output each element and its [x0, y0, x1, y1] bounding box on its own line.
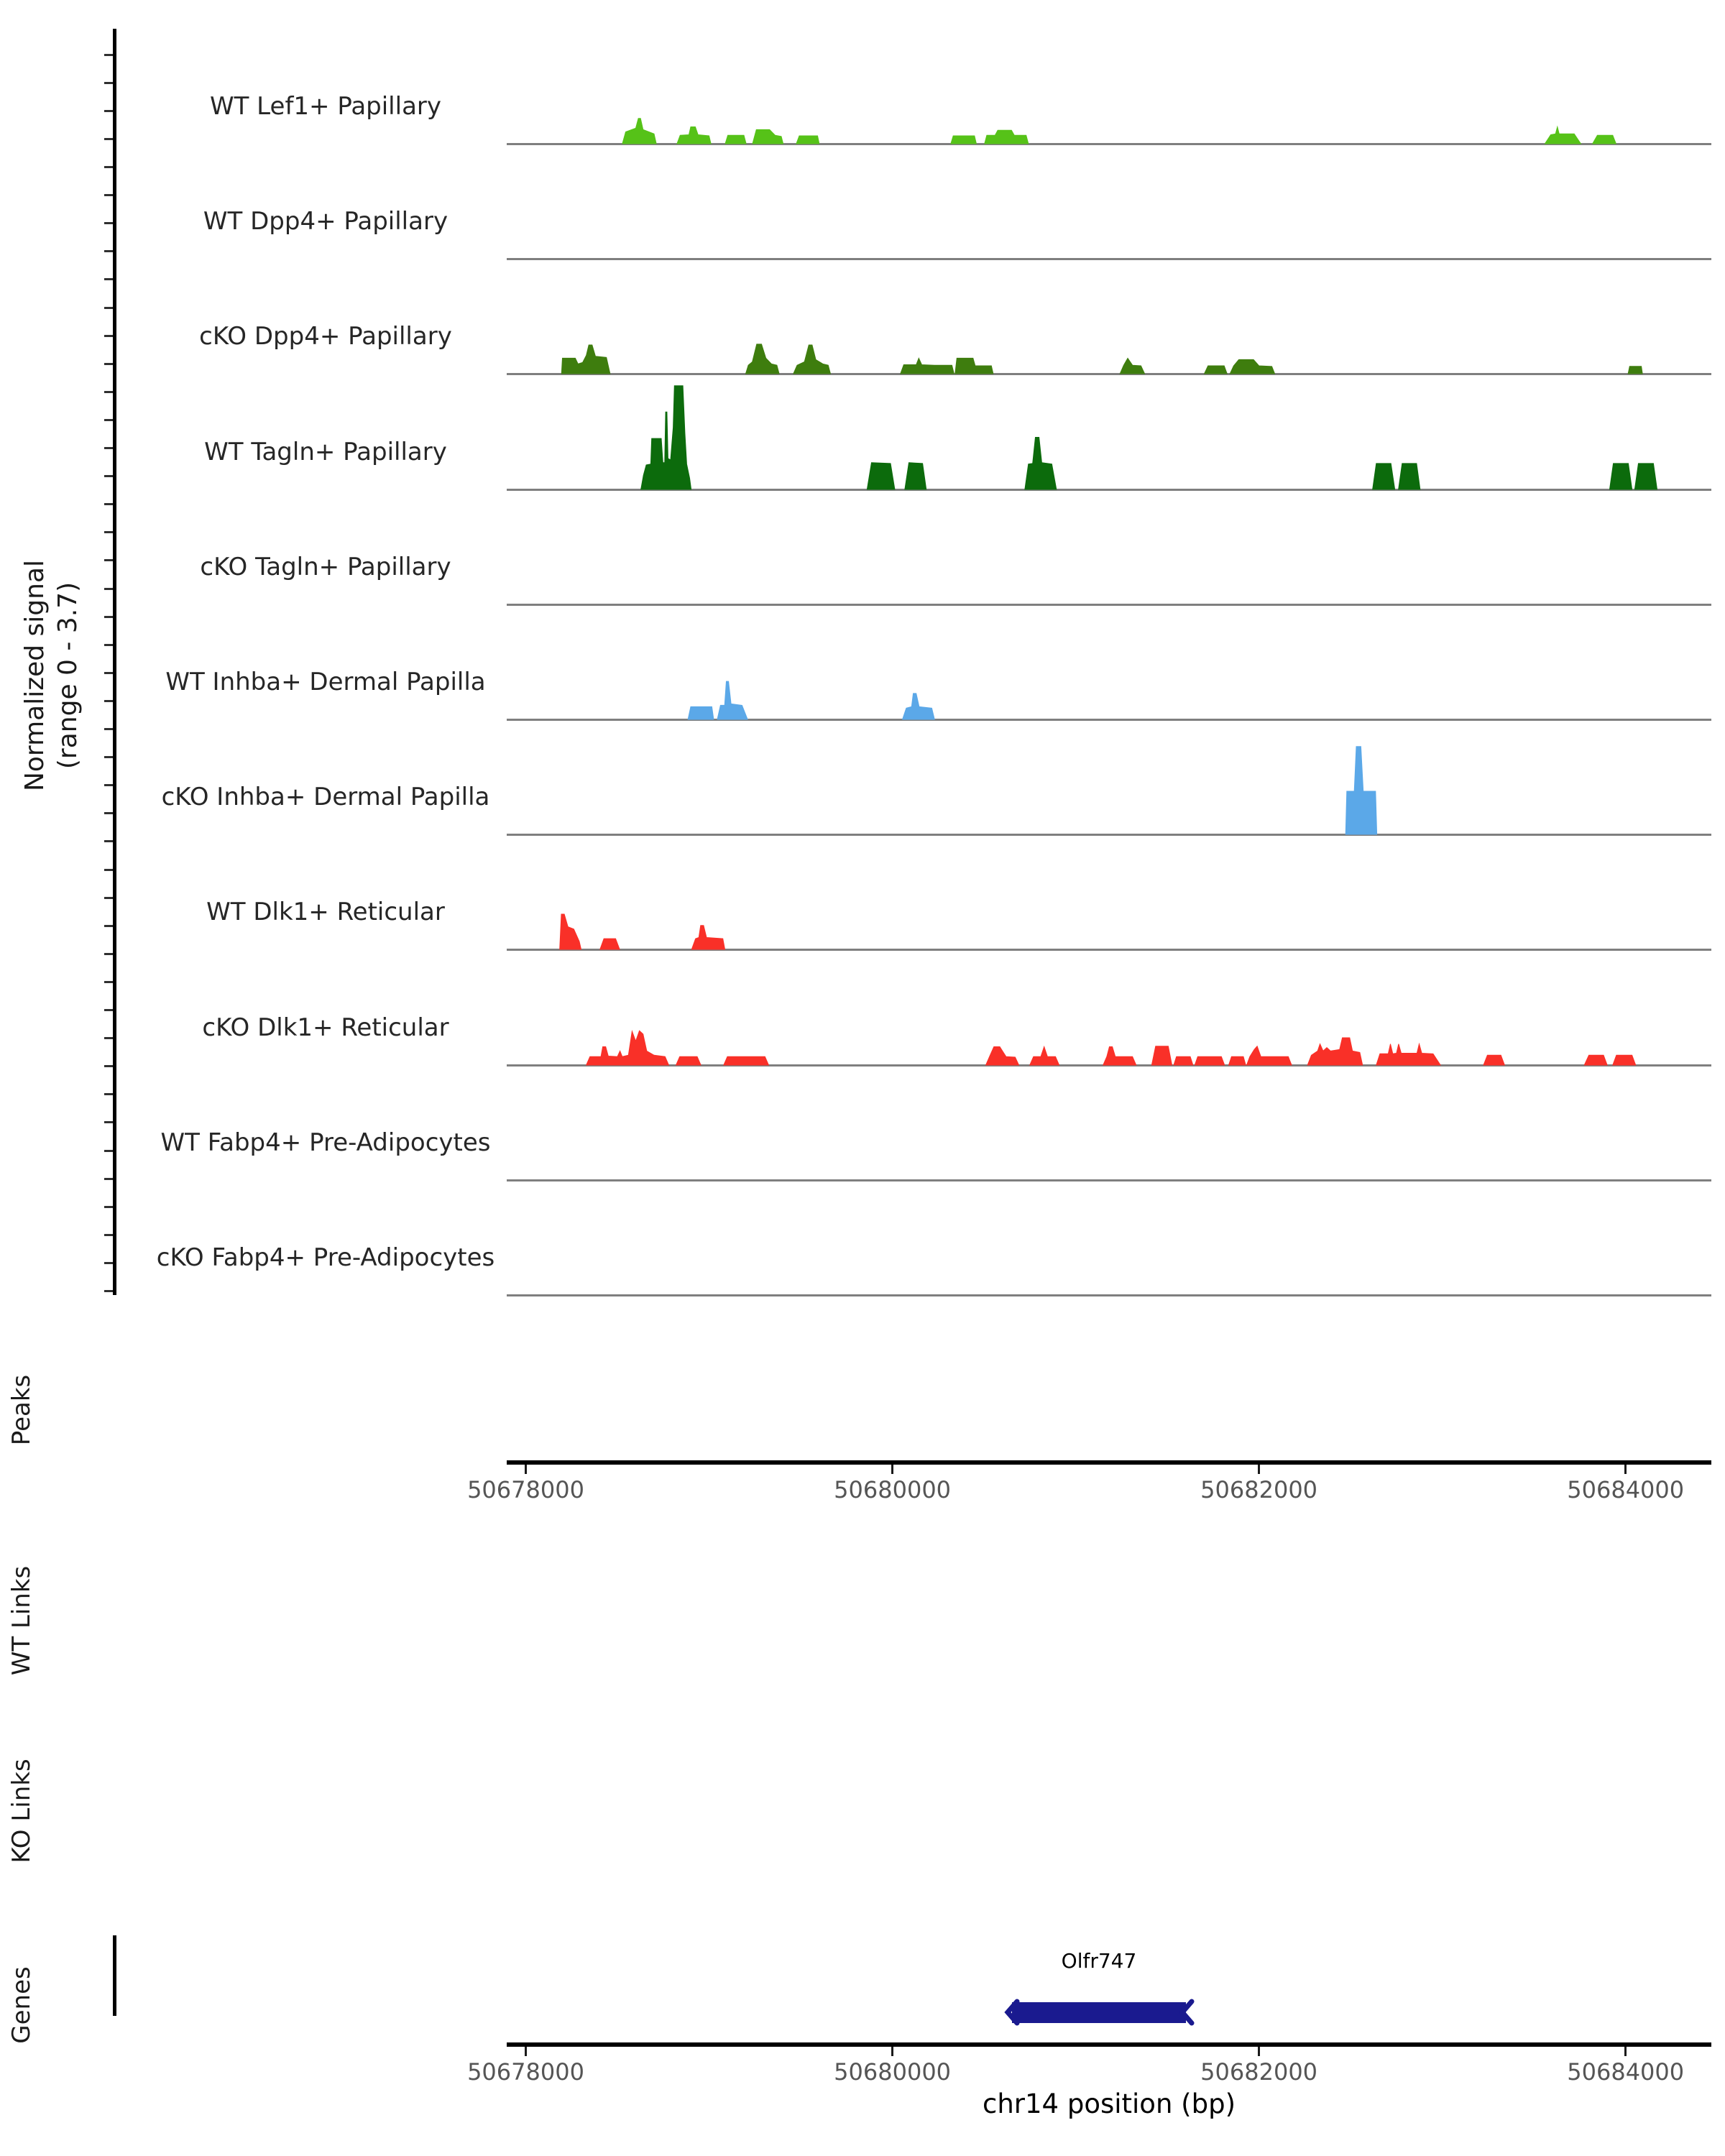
- track-label: cKO Tagln+ Papillary: [200, 553, 451, 581]
- signal-peak: [1613, 1055, 1636, 1065]
- genomic-axis-tick-label: 50684000: [1567, 2058, 1685, 2086]
- genes-axis-line: [113, 1935, 116, 2016]
- track-label: WT Dpp4+ Papillary: [203, 207, 448, 236]
- track-signal: [507, 727, 1711, 836]
- genomic-axis-tick-label: 50678000: [467, 1476, 584, 1503]
- signal-peak: [1484, 1055, 1504, 1065]
- signal-peak: [1103, 1047, 1136, 1066]
- signal-peak: [1593, 135, 1616, 144]
- signal-peak: [1230, 359, 1274, 374]
- signal-peak: [1247, 1046, 1292, 1065]
- signal-peak: [1174, 1056, 1193, 1065]
- signal-peak: [1545, 127, 1581, 144]
- signal-axis-tick: [104, 475, 113, 477]
- signal-axis-tick: [104, 1290, 113, 1292]
- signal-peak: [560, 914, 581, 949]
- signal-axis-tick: [104, 138, 113, 140]
- genomic-axis-tick-label: 50682000: [1200, 1476, 1318, 1503]
- signal-axis-tick: [104, 503, 113, 505]
- signal-peak: [725, 135, 746, 144]
- signal-peak: [867, 463, 895, 489]
- genomic-axis-tick: [1624, 2047, 1627, 2056]
- signal-axis-tick: [104, 700, 113, 702]
- signal-peak: [1205, 366, 1228, 374]
- signal-axis-tick: [104, 110, 113, 112]
- ko-links-section-label: KO Links: [7, 1759, 36, 1864]
- signal-axis-tick: [104, 250, 113, 252]
- signal-peak: [641, 386, 691, 489]
- signal-peak: [1610, 464, 1632, 489]
- track-baseline: [507, 604, 1711, 606]
- signal-peak: [622, 119, 656, 144]
- signal-axis-tick: [104, 953, 113, 955]
- signal-axis-tick: [104, 531, 113, 533]
- signal-axis-tick: [104, 616, 113, 618]
- signal-axis-tick: [104, 1093, 113, 1095]
- signal-peak: [676, 1056, 702, 1065]
- signal-axis-tick: [104, 644, 113, 646]
- signal-axis-tick: [104, 363, 113, 365]
- genomic-axis-tick: [525, 1465, 527, 1474]
- track-label: WT Dlk1+ Reticular: [206, 898, 445, 926]
- signal-peak: [561, 345, 610, 374]
- signal-peak: [600, 939, 620, 949]
- genomic-axis-tick: [1258, 2047, 1260, 2056]
- signal-axis-tick: [104, 1206, 113, 1208]
- signal-peak: [905, 463, 926, 489]
- peaks-section-label: Peaks: [7, 1374, 36, 1446]
- signal-peak: [717, 681, 748, 719]
- signal-peak: [724, 1056, 769, 1065]
- signal-peak: [753, 129, 783, 144]
- genes-section-label: Genes: [7, 1966, 36, 2044]
- gene-strand-arrow-icon: [1179, 1998, 1208, 2027]
- signal-axis-tick: [104, 419, 113, 421]
- signal-axis-tick: [104, 1037, 113, 1039]
- signal-peak: [1307, 1038, 1363, 1065]
- signal-axis-tick: [104, 559, 113, 561]
- signal-axis-tick: [104, 812, 113, 814]
- track-signal: [507, 382, 1711, 491]
- signal-peak: [1151, 1046, 1172, 1065]
- signal-axis-tick: [104, 447, 113, 449]
- signal-peak: [1376, 1044, 1440, 1065]
- signal-peak: [903, 694, 935, 719]
- signal-peak: [1634, 464, 1657, 489]
- track-signal: [507, 842, 1711, 951]
- signal-peak: [1346, 747, 1376, 834]
- y-axis-label-line1: Normalized signal: [20, 559, 50, 792]
- signal-peak: [901, 358, 954, 374]
- track-signal: [507, 612, 1711, 721]
- signal-peak: [951, 136, 977, 144]
- signal-axis-tick: [104, 756, 113, 758]
- signal-peak: [691, 926, 724, 949]
- track-signal: [507, 36, 1711, 145]
- signal-axis-tick: [104, 1178, 113, 1180]
- signal-peak: [1229, 1056, 1246, 1065]
- genomic-axis-tick-label: 50684000: [1567, 1476, 1685, 1503]
- signal-peak: [1030, 1047, 1059, 1066]
- signal-peak: [794, 345, 831, 374]
- signal-axis-tick: [104, 728, 113, 730]
- gene-body: [1012, 2002, 1186, 2023]
- signal-axis-tick: [104, 166, 113, 168]
- signal-axis-tick: [104, 925, 113, 927]
- signal-axis-tick: [104, 1150, 113, 1152]
- wt-links-section-label: WT Links: [7, 1565, 36, 1676]
- genomic-axis-tick-label: 50680000: [834, 1476, 952, 1503]
- signal-axis-tick: [104, 1009, 113, 1011]
- signal-axis-tick: [104, 222, 113, 224]
- signal-axis-tick: [104, 194, 113, 196]
- signal-peak: [1373, 464, 1395, 489]
- track-baseline: [507, 1179, 1711, 1181]
- signal-axis-line: [113, 29, 116, 1295]
- genomic-axis-tick-label: 50682000: [1200, 2058, 1318, 2086]
- genomic-axis-tick-label: 50680000: [834, 2058, 952, 2086]
- track-label: cKO Inhba+ Dermal Papilla: [161, 783, 490, 811]
- gene-strand-arrow-icon: [1004, 1998, 1033, 2027]
- genomic-axis-tick: [1624, 1465, 1627, 1474]
- track-label: cKO Fabp4+ Pre-Adipocytes: [156, 1243, 495, 1272]
- signal-peak: [1025, 438, 1057, 490]
- track-label: WT Lef1+ Papillary: [209, 92, 442, 121]
- signal-axis-tick: [104, 54, 113, 56]
- genomic-axis-tick-label: 50678000: [467, 2058, 584, 2086]
- genomic-axis-line: [507, 2042, 1711, 2047]
- signal-axis-tick: [104, 391, 113, 393]
- signal-axis-tick: [104, 335, 113, 337]
- signal-axis-tick: [104, 672, 113, 674]
- signal-peak: [1584, 1055, 1607, 1065]
- track-label: WT Inhba+ Dermal Papilla: [165, 668, 486, 696]
- signal-axis-tick: [104, 840, 113, 842]
- signal-axis-tick: [104, 588, 113, 590]
- genomic-axis-line: [507, 1460, 1711, 1465]
- signal-axis-tick: [104, 981, 113, 983]
- signal-peak: [1399, 464, 1420, 489]
- genomic-axis-tick: [891, 2047, 893, 2056]
- gene-name-label: Olfr747: [1061, 1949, 1137, 1973]
- signal-axis-tick: [104, 1262, 113, 1264]
- signal-axis-tick: [104, 869, 113, 871]
- track-baseline: [507, 1294, 1711, 1296]
- track-label: cKO Dpp4+ Papillary: [199, 322, 452, 351]
- genomic-axis-tick: [1258, 1465, 1260, 1474]
- signal-axis-tick: [104, 82, 113, 84]
- signal-axis-tick: [104, 1065, 113, 1067]
- signal-axis-tick: [104, 784, 113, 786]
- genomic-axis-tick: [891, 1465, 893, 1474]
- track-signal: [507, 957, 1711, 1067]
- signal-peak: [1628, 367, 1642, 374]
- signal-peak: [985, 130, 1029, 144]
- signal-peak: [586, 1031, 669, 1065]
- track-signal: [507, 266, 1711, 375]
- track-label: WT Tagln+ Papillary: [204, 438, 447, 466]
- signal-axis-tick: [104, 307, 113, 309]
- signal-peak: [955, 358, 993, 374]
- track-label: cKO Dlk1+ Reticular: [202, 1013, 449, 1042]
- signal-axis-tick: [104, 1121, 113, 1123]
- track-baseline: [507, 258, 1711, 260]
- signal-axis-tick: [104, 278, 113, 280]
- signal-peak: [986, 1047, 1019, 1066]
- signal-peak: [796, 136, 819, 144]
- x-axis-title: chr14 position (bp): [982, 2088, 1236, 2119]
- signal-peak: [1195, 1056, 1224, 1065]
- signal-peak: [677, 127, 711, 144]
- y-axis-label-line2: (range 0 - 3.7): [53, 581, 83, 770]
- signal-axis-tick: [104, 897, 113, 899]
- track-label: WT Fabp4+ Pre-Adipocytes: [160, 1128, 491, 1157]
- signal-peak: [1120, 358, 1144, 374]
- genomic-axis-tick: [525, 2047, 527, 2056]
- y-axis-label: [19, 560, 85, 791]
- signal-axis-tick: [104, 1234, 113, 1236]
- signal-peak: [746, 344, 780, 374]
- signal-peak: [688, 706, 714, 719]
